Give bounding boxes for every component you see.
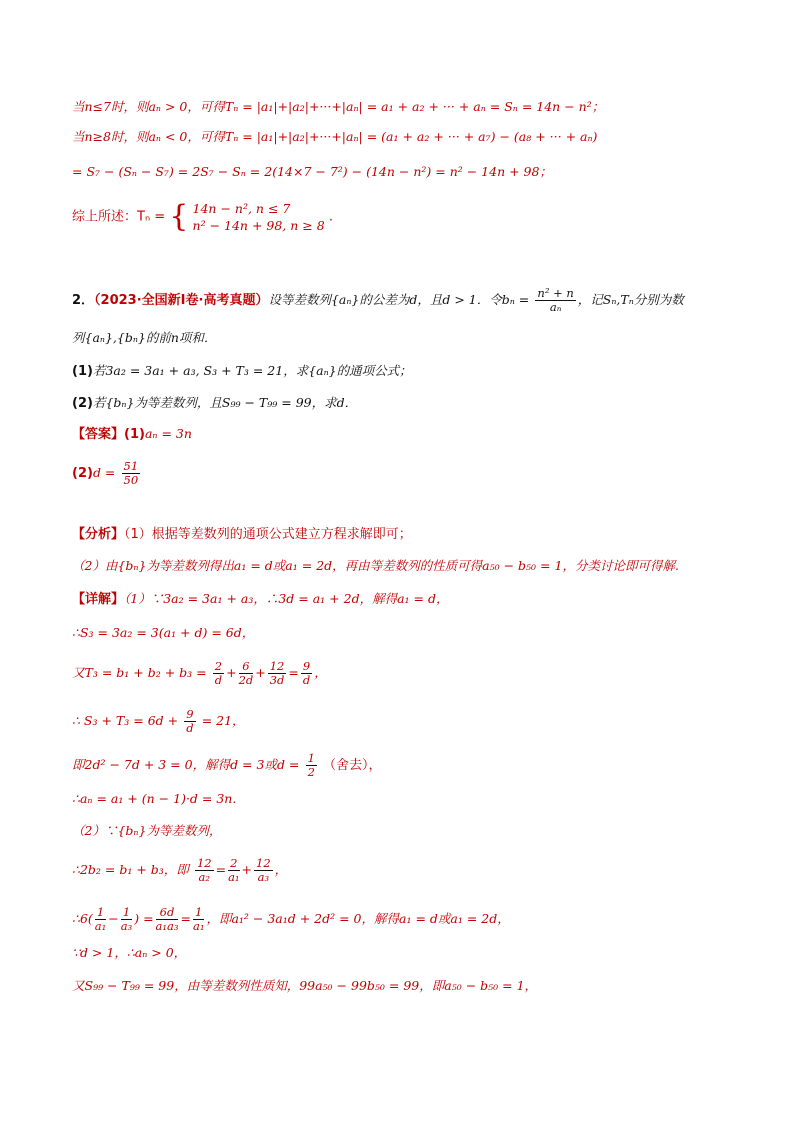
fraction: $\frac{9}{d}$: [186, 707, 194, 735]
question-2-part-2: (2)若{bₙ}为等差数列，且S₉₉ − T₉₉ = 99，求d．: [72, 395, 358, 411]
fraction: $\frac{2}{d}$: [214, 659, 223, 687]
detail-line-8: ∴2b₂ = b₁ + b₃，即 $\frac{12}{\text{a₂}}$ = $\frac{2}{\text{a₁}}$ + $\frac{12}{\text{a₃}}$ ，: [72, 856, 288, 884]
fraction: $\frac{1}{2}$: [307, 751, 315, 779]
detail-line-4: ∴ S₃ + T₃ = 6d + $\frac{9}{d}$ = 21，: [72, 707, 245, 735]
question-2-line-2: 列{aₙ},{bₙ}的前n项和．: [72, 330, 217, 345]
fraction: $\frac{12}{3d}$: [269, 659, 285, 687]
fraction: $\frac{6}{2d}$: [238, 659, 254, 687]
answer-fraction: $\frac{51}{50}$: [123, 459, 139, 487]
fraction: $\frac{1}{\text{a₁}}$: [94, 905, 107, 933]
fraction: $\frac{12}{\text{a₂}}$: [196, 856, 212, 884]
fraction: $\frac{6d}{\text{a₁a₃}}$: [155, 905, 179, 933]
detail-line-7: （2）∵{bₙ}为等差数列，: [72, 823, 222, 838]
fraction: $\frac{12}{\text{a₃}}$: [256, 856, 271, 884]
detail-line-2: ∴S₃ = 3a₂ = 3(a₁ + d) = 6d，: [72, 625, 255, 640]
answer-line-1: 【答案】(1)aₙ = 3n: [72, 426, 192, 442]
detail-line-9: ∴6( $\frac{1}{\text{a₁}}$ − $\frac{1}{\text{a₃}}$ ) = $\frac{6d}{\text{a₁a₃}}$ = $\frac{1}{\text{a₁}}$ ，即a₁² − 3a₁d + 2d² = 0，解得a₁ = d或a₁ = 2d，: [72, 905, 510, 933]
detail-line-3: 又T₃ = b₁ + b₂ + b₃ = $\frac{2}{d}$ + $\frac{6}{2d}$ + $\frac{12}{3d}$ = $\frac{9}{d}$ ，: [72, 659, 327, 687]
detail-line-5: 即2d² − 7d + 3 = 0，解得d = 3或d = $\frac{1}{2}$ （舍去），: [72, 751, 382, 779]
summary-piecewise-line: 综上所述：Tₙ = { 14n − n², n ≤ 7 n² − 14n + 98, n ≥ 8 .: [72, 199, 333, 234]
fraction: $\frac{1}{\text{a₃}}$: [120, 905, 133, 933]
left-brace: {: [169, 199, 189, 234]
case-n-ge-8-line: 当n≥8时，则aₙ < 0，可得Tₙ = |a₁|+|a₂|+···+|aₙ| = (a₁ + a₂ + ··· + a₇) − (a₈ + ··· + aₙ): [72, 129, 598, 144]
case-n-ge-8-continuation: = S₇ − (Sₙ − S₇) = 2S₇ − Sₙ = 2(14×7 − 7²) − (14n − n²) = n² − 14n + 98；: [72, 164, 552, 179]
detail-line-11: 又S₉₉ − T₉₉ = 99，由等差数列性质知，99a₅₀ − 99b₅₀ = 99，即a₅₀ − b₅₀ = 1，: [72, 978, 538, 993]
case-n-le-7-line: 当n≤7时，则aₙ > 0，可得Tₙ = |a₁|+|a₂|+···+|aₙ| = a₁ + a₂ + ··· + aₙ = Sₙ = 14n − n²；: [72, 99, 605, 114]
analysis-line-1: 【分析】（1）根据等差数列的通项公式建立方程求解即可；: [72, 527, 412, 542]
detail-line-10: ∵d > 1，∴aₙ > 0，: [72, 945, 187, 960]
answer-line-2: (2)d = $\frac{51}{50}$: [72, 459, 139, 487]
fraction: $\frac{1}{\text{a₁}}$: [192, 905, 205, 933]
fraction: $\frac{2}{\text{a₁}}$: [228, 856, 240, 884]
fraction: $\frac{9}{d}$: [302, 659, 311, 687]
piecewise-cases: 14n − n², n ≤ 7 n² − 14n + 98, n ≥ 8: [192, 201, 325, 233]
detail-line-6: ∴aₙ = a₁ + (n − 1)·d = 3n.: [72, 791, 237, 806]
question-2-line-1: 2．（2023·全国新Ⅰ卷·高考真题）设等差数列{aₙ}的公差为d，且d > 1．令bₙ = $\frac{\text{n² + n}}{\text{aₙ}}$ ，记Sₙ,Tₙ分别为数: [72, 286, 684, 314]
detail-line-1: 【详解】（1）∵3a₂ = 3a₁ + a₃，∴3d = a₁ + 2d，解得a₁ = d，: [72, 591, 449, 607]
question-2-part-1: (1)若3a₂ = 3a₁ + a₃, S₃ + T₃ = 21，求{aₙ}的通项公式；: [72, 363, 412, 379]
b-n-fraction: $\frac{\text{n² + n}}{\text{aₙ}}$: [537, 286, 574, 314]
analysis-line-2: （2）由{bₙ}为等差数列得出a₁ = d或a₁ = 2d，再由等差数列的性质可得a₅₀ − b₅₀ = 1，分类讨论即可得解.: [72, 558, 679, 573]
